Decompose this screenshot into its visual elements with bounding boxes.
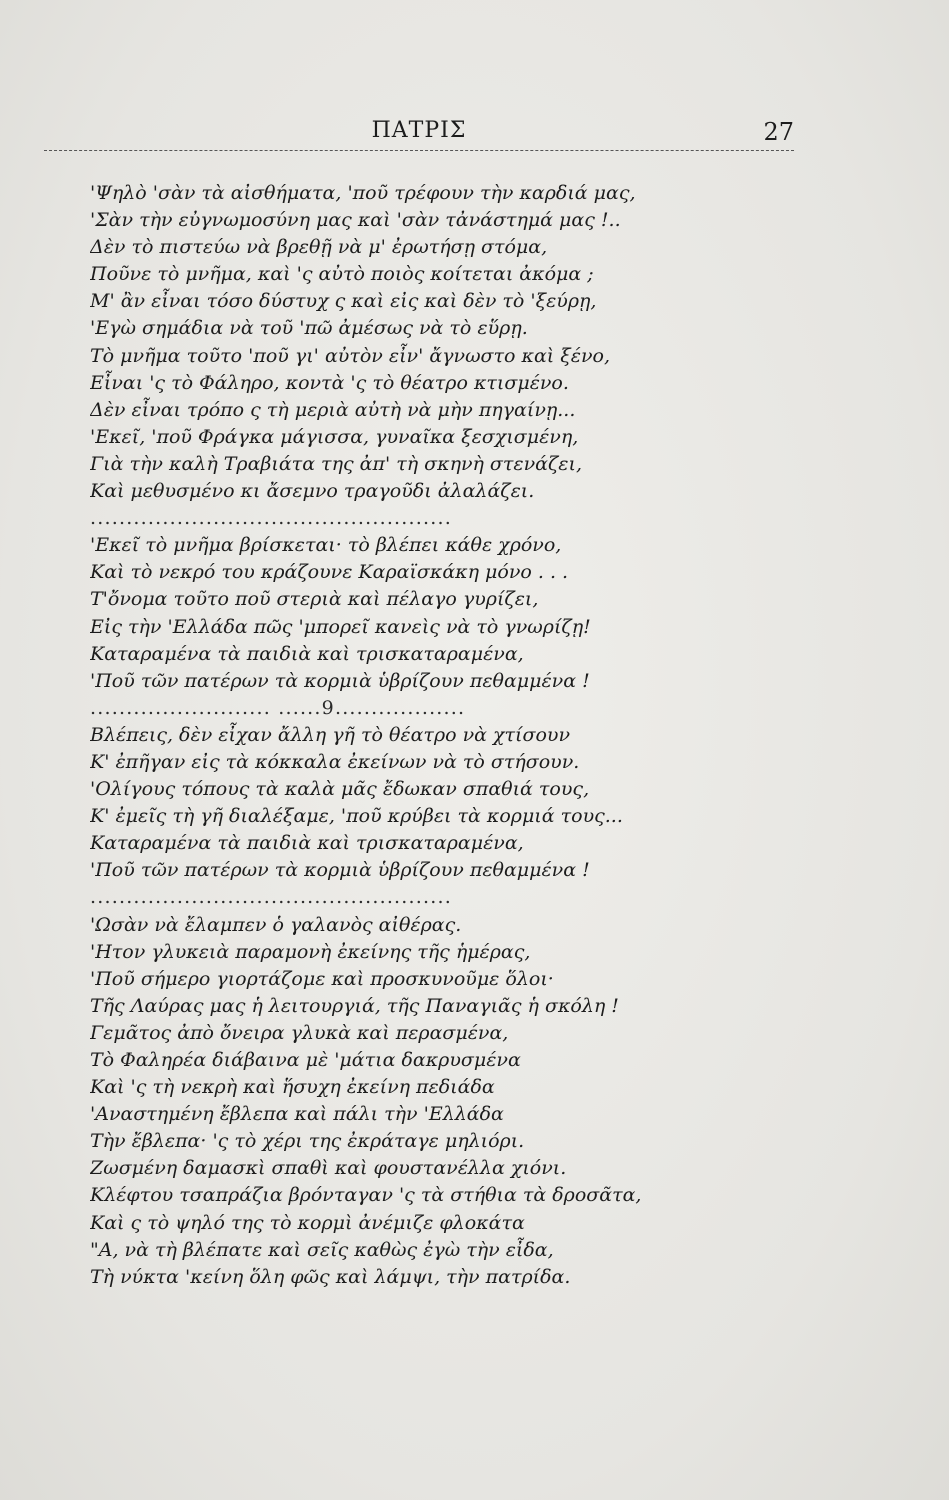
- verse-line: Γιὰ τὴν καλὴ Τραβιάτα της ἀπ' τὴ σκηνὴ στενάζει,: [90, 452, 582, 475]
- verse-line: Τὸ μνῆμα τοῦτο 'ποῦ γι' αὐτὸν εἶν' ἄγνωστο καὶ ξένο,: [90, 344, 610, 367]
- verse-line: Εἰς τὴν 'Ελλάδα πῶς 'μπορεῖ κανεὶς νὰ τὸ γνωρίζῃ!: [90, 615, 591, 638]
- verse-line: 'Εγὼ σημάδια νὰ τοῦ 'πῶ ἀμέσως νὰ τὸ εὕρῃ.: [90, 317, 528, 340]
- verse-line: Τ'ὄνομα τοῦτο ποῦ στεριὰ καὶ πέλαγο γυρίζει,: [90, 588, 539, 611]
- verse-line: Καταραμένα τὰ παιδιὰ καὶ τρισκαταραμένα,: [90, 832, 524, 855]
- poem-body: [90, 180, 790, 1291]
- header-rule: [44, 150, 794, 151]
- verse-line: "Α, νὰ τὴ βλέπατε καὶ σεῖς καθὼς ἐγὼ τὴν εἶδα,: [90, 1238, 554, 1261]
- verse-line: 'Ωσὰν νὰ ἔλαμπεν ὁ γαλανὸς αἰθέρας.: [90, 913, 462, 936]
- verse-line: 'Εκεῖ, 'ποῦ Φράγκα μάγισσα, γυναῖκα ξεσχισμένη,: [90, 425, 579, 448]
- verse-line: Εἶναι 'ς τὸ Φάληρο, κοντὰ 'ς τὸ θέατρο κτισμένο.: [90, 371, 569, 394]
- verse-line: Καὶ ς τὸ ψηλό της τὸ κορμὶ ἀνέμιζε φλοκάτα: [90, 1211, 525, 1234]
- verse-line: Καταραμένα τὰ παιδιὰ καὶ τρισκαταραμένα,: [90, 642, 524, 665]
- dotted-separator: ......................... ......9..................: [90, 696, 466, 719]
- running-header: [44, 118, 794, 158]
- verse-line: Κλέφτου τσαπράζια βρόνταγαν 'ς τὰ στήθια τὰ δροσᾶτα,: [90, 1184, 642, 1207]
- verse-line: 'Ητον γλυκειὰ παραμονὴ ἐκείνης τῆς ἡμέρας,: [90, 940, 531, 963]
- verse-line: Γεμᾶτος ἀπὸ ὄνειρα γλυκὰ καὶ περασμένα,: [90, 1021, 509, 1044]
- verse-line: Ζωσμένη δαμασκὶ σπαθὶ καὶ φουστανέλλα χιόνι.: [90, 1157, 567, 1180]
- verse-line: 'Εκεῖ τὸ μνῆμα βρίσκεται· τὸ βλέπει κάθε χρόνο,: [90, 534, 562, 557]
- verse-line: Τὴ νύκτα 'κείνη ὅλη φῶς καὶ λάμψι, τὴν πατρίδα.: [90, 1265, 571, 1288]
- verse-line: 'Ποῦ τῶν πατέρων τὰ κορμιὰ ὑβρίζουν πεθαμμένα !: [90, 859, 590, 882]
- page-number: 27: [763, 118, 794, 146]
- verse-line: Δὲν τὸ πιστεύω νὰ βρεθῇ νὰ μ' ἐρωτήσῃ στόμα,: [90, 236, 548, 259]
- verse-line: Καὶ μεθυσμένο κι ἄσεμνο τραγοῦδι ἀλαλάζει.: [90, 480, 535, 503]
- verse-line: 'Αναστημένη ἔβλεπα καὶ πάλι τὴν 'Ελλάδα: [90, 1103, 504, 1126]
- verse-line: Μ' ἂν εἶναι τόσο δύστυχ ς καὶ εἰς καὶ δὲν τὸ 'ξεύρῃ,: [90, 290, 597, 313]
- verse-line: 'Σὰν τὴν εὐγνωμοσύνη μας καὶ 'σὰν τἀνάστημά μας !..: [90, 209, 621, 232]
- verse-line: Τὸ Φαληρέα διάβαινα μὲ 'μάτια δακρυσμένα: [90, 1049, 521, 1071]
- verse-line: Τῆς Λαύρας μας ἡ λειτουργιά, τῆς Παναγιᾶς ἡ σκόλη !: [90, 994, 619, 1017]
- stanza-4: [90, 912, 790, 1291]
- stanza-1: [90, 180, 790, 505]
- verse-line: Βλέπεις, δὲν εἶχαν ἄλλη γῆ τὸ θέατρο νὰ χτίσουν: [90, 723, 570, 746]
- stanza-3: [90, 722, 790, 885]
- verse-line: Τὴν ἔβλεπα· 'ς τὸ χέρι της ἐκράταγε μηλιόρι.: [90, 1130, 525, 1153]
- verse-line: 'Ποῦ τῶν πατέρων τὰ κορμιὰ ὑβρίζουν πεθαμμένα !: [90, 669, 590, 692]
- dotted-separator: ..................................................: [90, 886, 452, 909]
- dotted-separator: ..................................................: [90, 507, 452, 530]
- verse-line: Καὶ τὸ νεκρό του κράζουνε Καραϊσκάκη μόνο . . .: [90, 561, 569, 584]
- stanza-2: [90, 532, 790, 695]
- verse-line: 'Ποῦ σήμερο γιορτάζομε καὶ προσκυνοῦμε ὅλοι·: [90, 967, 554, 990]
- verse-line: Κ' ἐμεῖς τὴ γῆ διαλέξαμε, 'ποῦ κρύβει τὰ κορμιά τους...: [90, 805, 623, 828]
- verse-line: 'Ολίγους τόπους τὰ καλὰ μᾶς ἔδωκαν σπαθιά τους,: [90, 778, 590, 801]
- running-title: ΠΑΤΡΙΣ: [371, 118, 467, 143]
- verse-line: Καὶ 'ς τὴ νεκρὴ καὶ ἥσυχη ἐκείνη πεδιάδα: [90, 1076, 495, 1099]
- verse-line: Δὲν εἶναι τρόπο ς τὴ μεριὰ αὐτὴ νὰ μὴν πηγαίνῃ...: [90, 398, 576, 421]
- verse-line: 'Ψηλὸ 'σὰν τὰ αἰσθήματα, 'ποῦ τρέφουν τὴν καρδιά μας,: [90, 182, 636, 204]
- verse-line: Κ' ἐπῆγαν εἰς τὰ κόκκαλα ἐκείνων νὰ τὸ στήσουν.: [90, 750, 580, 773]
- verse-line: Ποῦνε τὸ μνῆμα, καὶ 'ς αὐτὸ ποιὸς κοίτεται ἀκόμα ;: [90, 263, 594, 286]
